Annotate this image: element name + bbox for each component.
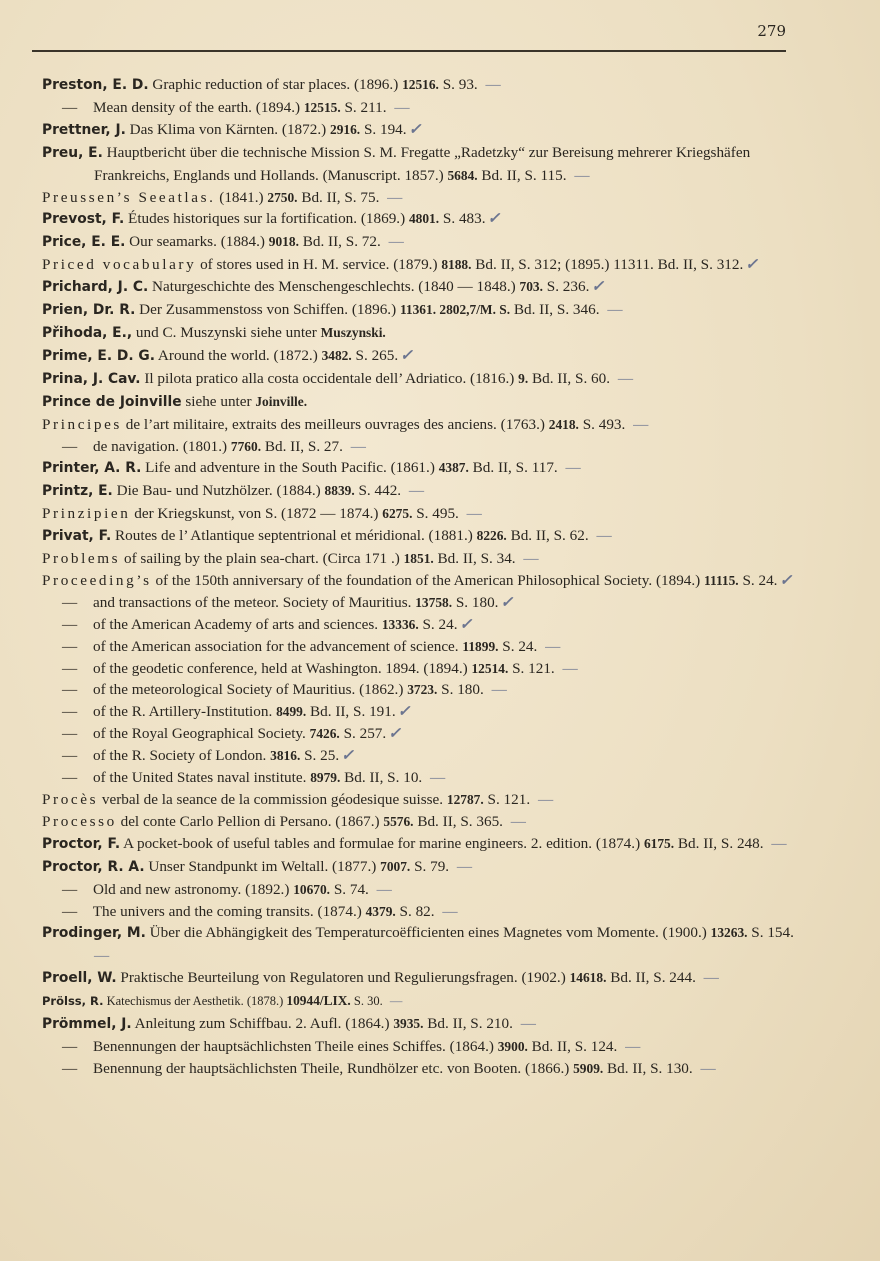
handwritten-dash-mark: — — [767, 834, 787, 852]
ditto-dash: — — [62, 98, 78, 116]
catalog-entry — [42, 1013, 802, 1036]
ditto-dash: — — [62, 902, 78, 920]
entry-text: of the United States naval institute. — [89, 769, 311, 787]
entry-text: A pocket-book of useful tables and formulae for marine engineers. 2. edition. (1874.) — [120, 834, 644, 852]
entry-author: Proctor, F. — [42, 835, 121, 852]
ditto-dash: — — [62, 747, 78, 765]
entry-title-spaced: Priced vocabulary — [42, 256, 197, 274]
catalog-number: 8979. — [310, 770, 341, 786]
catalog-entry — [42, 345, 802, 368]
handwritten-dash-mark: — — [561, 459, 581, 477]
entry-text: Il pilota pratico alla costa occidentale dell’ Adriatico. (1816.) — [140, 369, 519, 387]
entry-reference: S. 483. — [439, 210, 486, 228]
handwritten-check-mark: ✓ — [459, 615, 473, 633]
entry-reference: S. 495. — [412, 505, 459, 523]
entry-author: Prölss, R. — [42, 994, 104, 1009]
entry-title-spaced: Prinzipien — [42, 505, 131, 523]
entry-reference: S. 74. — [330, 880, 369, 898]
catalog-entry — [42, 254, 802, 276]
ditto-dash: — — [62, 769, 78, 787]
catalog-entry — [42, 922, 802, 967]
entry-text: Naturgeschichte des Menschengeschlechts. (1840 — 1848.) — [148, 278, 520, 296]
handwritten-dash-mark: — — [629, 415, 649, 433]
entry-text: Das Klima von Kärnten. (1872.) — [125, 120, 330, 138]
handwritten-dash-mark: — — [481, 76, 501, 93]
entry-title-spaced: Proceeding’s — [42, 571, 152, 589]
catalog-entry — [42, 187, 802, 209]
entry-reference: Bd. II, S. 365. — [413, 812, 503, 830]
entry-reference: Bd. II, S. 34. — [433, 550, 516, 568]
handwritten-check-mark: ✓ — [400, 346, 413, 364]
catalog-entry — [42, 614, 802, 636]
catalog-number: 14618. — [569, 970, 607, 986]
entry-text: Praktische Beurteilung von Regulatoren und Regulierungsfragen. (1902.) — [116, 969, 570, 987]
entry-text: Routes de l’ Atlantique septentrional et méridional. (1881.) — [111, 527, 477, 545]
entry-author: Prömmel, J. — [42, 1016, 132, 1033]
catalog-entry — [42, 767, 802, 789]
catalog-entry — [42, 811, 802, 833]
handwritten-dash-mark: — — [570, 166, 590, 184]
catalog-number: 8839. — [324, 483, 355, 499]
handwritten-check-mark: ✓ — [408, 120, 422, 138]
entry-reference: S. 24. — [498, 637, 538, 655]
handwritten-check-mark: ✓ — [388, 725, 401, 743]
handwritten-dash-mark: — — [506, 812, 526, 830]
entry-author: Prince de Joinville — [42, 393, 182, 410]
entry-author: Prodinger, M. — [42, 925, 146, 942]
catalog-number: 3816. — [270, 748, 301, 764]
entry-reference: S. 211. — [340, 98, 387, 116]
catalog-entry — [42, 436, 802, 458]
entry-text: Anleitung zum Schiffbau. 2. Aufl. (1864.) — [131, 1015, 394, 1033]
catalog-entry — [42, 414, 802, 436]
entry-text: Life and adventure in the South Pacific. (1861.) — [141, 459, 439, 477]
entry-reference: Bd. II, S. 115. — [477, 166, 567, 184]
entry-reference: Bd. II, S. 60. — [528, 369, 611, 387]
entry-text: of the geodetic conference, held at Washington. 1894. (1894.) — [89, 659, 472, 677]
catalog-entry — [42, 391, 802, 414]
entry-reference: S. 82. — [395, 902, 435, 920]
entry-text: Die Bau- und Nutzhölzer. (1884.) — [112, 482, 325, 500]
handwritten-check-mark: ✓ — [500, 593, 514, 611]
catalog-entry — [42, 97, 802, 119]
ditto-dash: — — [62, 1037, 78, 1055]
handwritten-dash-mark: — — [487, 681, 507, 699]
handwritten-dash-mark: — — [383, 188, 403, 206]
catalog-number: 10944/LIX. — [286, 993, 351, 1009]
catalog-number: 11361. 2802,7/M. S. — [399, 302, 511, 318]
catalog-entry — [42, 1058, 802, 1080]
catalog-number: Muszynski. — [320, 324, 386, 340]
entry-reference: S. 265. — [351, 346, 399, 364]
catalog-entry — [42, 679, 802, 701]
handwritten-dash-mark: — — [453, 857, 473, 875]
entry-title-spaced: Principes — [42, 415, 122, 433]
entry-reference: S. 194. — [360, 120, 407, 138]
catalog-number: 7426. — [309, 726, 340, 742]
entry-reference: Bd. II, S. 72. — [298, 233, 381, 251]
header-rule — [32, 50, 786, 52]
entry-reference: Bd. II, S. 10. — [340, 769, 423, 787]
catalog-number: 2418. — [548, 416, 579, 432]
entry-reference: S. 25. — [300, 747, 340, 765]
entry-text: Über die Abhängigkeit des Temperaturcoëfficienten eines Magnetes vom Momente. (1900.) — [145, 924, 711, 942]
ditto-dash: — — [62, 703, 78, 721]
handwritten-dash-mark: — — [426, 769, 446, 787]
entry-author: Preu, E. — [42, 144, 103, 161]
handwritten-dash-mark: — — [558, 659, 578, 677]
handwritten-dash-mark: — — [592, 527, 612, 545]
handwritten-dash-mark: — — [384, 233, 404, 251]
entry-text: verbal de la seance de la commission géodesique suisse. — [98, 791, 447, 808]
entry-text: of the Royal Geographical Society. — [89, 725, 310, 743]
catalog-number: 7007. — [380, 858, 411, 874]
catalog-entry — [42, 457, 802, 480]
entry-text: der Kriegskunst, von S. (1872 — 1874.) — [130, 505, 383, 523]
entry-text: Mean density of the earth. (1894.) — [89, 98, 304, 116]
entry-author: Proctor, R. A. — [42, 858, 145, 875]
handwritten-dash-mark: — — [603, 301, 623, 319]
catalog-number: 12516. — [402, 77, 439, 92]
entry-reference: Bd. II, S. 124. — [527, 1037, 618, 1055]
entry-reference: S. 121. — [483, 791, 531, 808]
catalog-entry — [42, 745, 802, 767]
catalog-number: 3723. — [407, 682, 438, 698]
catalog-entry — [42, 856, 802, 879]
handwritten-check-mark: ✓ — [779, 571, 793, 589]
catalog-entry — [42, 480, 802, 503]
catalog-number: 2916. — [330, 121, 361, 137]
entry-reference: S. 442. — [354, 482, 402, 500]
handwritten-dash-mark: — — [516, 1015, 536, 1033]
entry-reference: Bd. II, S. 130. — [603, 1059, 693, 1077]
entry-text: of the R. Society of London. — [89, 747, 271, 765]
ditto-dash: — — [62, 637, 78, 655]
entry-reference: S. 30. — [350, 994, 383, 1009]
catalog-entry — [42, 1036, 802, 1058]
catalog-entry — [42, 322, 802, 345]
handwritten-dash-mark: — — [699, 969, 719, 987]
catalog-entry — [42, 901, 802, 923]
catalog-number: 6175. — [643, 835, 675, 851]
catalog-entry — [42, 636, 802, 658]
catalog-entry — [42, 231, 802, 254]
ditto-dash: — — [62, 615, 78, 633]
entry-reference: S. 236. — [542, 278, 590, 296]
entry-reference: S. 121. — [508, 659, 555, 677]
entry-text: und C. Muszynski siehe unter — [132, 323, 321, 341]
entry-text: Graphic reduction of star places. (1896.) — [148, 76, 403, 93]
entry-text: Benennung der hauptsächlichsten Theile, Rundhölzer etc. von Booten. (1866.) — [89, 1059, 574, 1077]
entry-text: Hauptbericht über die technische Mission S. M. Fregatte „Radetzky“ zur Bereisung mehrerer Kriegshäfen Frankreichs, Englands und Hollands. (Manuscript. 1857.) — [94, 143, 751, 184]
catalog-entry — [42, 833, 802, 856]
entry-author: Prien, Dr. R. — [42, 302, 136, 319]
catalog-entry — [42, 208, 802, 231]
entry-reference: S. 154. — [747, 924, 794, 942]
entry-reference: Bd. II, S. 62. — [506, 527, 589, 545]
entry-text: Benennungen der hauptsächlichsten Theile eines Schiffes. (1864.) — [89, 1037, 498, 1055]
catalog-number: 4801. — [408, 211, 440, 227]
catalog-number: 13336. — [381, 616, 419, 632]
handwritten-dash-mark: — — [386, 994, 403, 1009]
entry-text: The univers and the coming transits. (1874.) — [89, 902, 366, 920]
ditto-dash: — — [62, 593, 78, 611]
catalog-number: 8499. — [276, 704, 307, 720]
handwritten-dash-mark: — — [390, 98, 410, 116]
entry-text: of sailing by the plain sea-chart. (Circa 171 .) — [120, 550, 404, 568]
entry-text: Unser Standpunkt im Weltall. (1877.) — [144, 857, 381, 875]
handwritten-dash-mark: — — [621, 1037, 641, 1055]
entry-text: siehe unter — [181, 392, 256, 410]
entry-text: del conte Carlo Pellion di Persano. (1867.) — [116, 812, 384, 830]
catalog-number: 12514. — [471, 660, 509, 676]
handwritten-dash-mark: — — [346, 437, 366, 455]
handwritten-dash-mark: — — [519, 550, 539, 568]
entry-text: de l’art militaire, extraits des meilleurs ouvrages des anciens. (1763.) — [121, 415, 549, 433]
entry-text: of stores used in H. M. service. (1879.) — [196, 256, 442, 274]
catalog-entry — [42, 723, 802, 745]
catalog-number: 5684. — [447, 167, 478, 183]
catalog-entry — [42, 74, 802, 97]
catalog-number: 9018. — [268, 234, 299, 250]
entry-text: Études historiques sur la fortification. (1869.) — [124, 210, 409, 228]
catalog-number: 4387. — [438, 460, 469, 476]
handwritten-dash-mark: — — [696, 1059, 716, 1077]
entry-author: Proell, W. — [42, 970, 117, 987]
catalog-entry — [42, 276, 802, 299]
ditto-dash: — — [62, 880, 78, 898]
catalog-entry — [42, 701, 802, 723]
handwritten-check-mark: ✓ — [487, 210, 501, 228]
ditto-dash: — — [62, 725, 78, 743]
catalog-entry — [42, 658, 802, 680]
catalog-entry — [42, 967, 802, 990]
catalog-number: 5576. — [383, 813, 414, 829]
entry-title-spaced: Problems — [42, 550, 121, 568]
entry-text: de navigation. (1801.) — [89, 437, 231, 455]
catalog-number: 13263. — [710, 925, 748, 941]
catalog-number: 2750. — [267, 189, 298, 205]
entry-author: Prevost, F. — [42, 211, 125, 228]
entry-reference: S. 79. — [410, 857, 450, 875]
entry-author: Přihoda, E., — [42, 324, 133, 341]
entry-text: Der Zusammenstoss von Schiffen. (1896.) — [135, 301, 400, 319]
entry-text: Old and new astronomy. (1892.) — [89, 880, 294, 898]
catalog-entry — [42, 503, 802, 525]
entry-text: of the meteorological Society of Mauritius. (1862.) — [89, 681, 408, 699]
entry-title-spaced: Preussen’s Seeatlas. — [42, 188, 216, 206]
entry-reference: Bd. II, S. 191. — [306, 703, 396, 721]
entry-reference: S. 24. — [738, 571, 778, 589]
catalog-entry — [42, 142, 802, 187]
handwritten-check-mark: ✓ — [591, 278, 605, 296]
handwritten-dash-mark: — — [541, 637, 561, 655]
entry-reference: S. 180. — [437, 681, 484, 699]
entry-text: and transactions of the meteor. Society of Mauritius. — [89, 593, 416, 611]
entry-text: of the R. Artillery-Institution. — [89, 703, 277, 721]
catalog-entry — [42, 525, 802, 548]
entry-author: Preston, E. D. — [42, 77, 149, 93]
entry-author: Prichard, J. C. — [42, 279, 149, 296]
entry-reference: S. 257. — [339, 725, 387, 743]
entry-text: (1841.) — [215, 188, 268, 206]
entry-reference: Bd. II, S. 75. — [297, 188, 380, 206]
entry-reference: Bd. II, S. 346. — [510, 301, 600, 319]
entry-reference: Bd. II, S. 248. — [674, 834, 764, 852]
handwritten-check-mark: ✓ — [397, 703, 411, 721]
ditto-dash: — — [62, 659, 78, 677]
entry-list — [42, 74, 802, 1080]
entry-reference: S. 93. — [438, 76, 478, 93]
entry-text: of the American Academy of arts and sciences. — [89, 615, 382, 633]
entry-author: Prina, J. Cav. — [42, 370, 141, 387]
entry-text: Around the world. (1872.) — [154, 346, 322, 364]
entry-text: Katechismus der Aesthetik. (1878.) — [103, 994, 287, 1009]
ditto-dash: — — [62, 681, 78, 699]
catalog-number: 1851. — [403, 551, 434, 567]
catalog-number: Joinville. — [255, 393, 308, 409]
handwritten-dash-mark: — — [405, 482, 425, 500]
catalog-number: 10670. — [293, 881, 331, 897]
ditto-dash: — — [62, 437, 78, 455]
entry-reference: S. 24. — [418, 615, 458, 633]
catalog-number: 9. — [518, 370, 529, 386]
entry-text: Our seamarks. (1884.) — [125, 233, 269, 251]
catalog-entry — [42, 119, 802, 142]
entry-author: Privat, F. — [42, 528, 112, 545]
entry-text: of the American association for the advancement of science. — [89, 637, 463, 655]
entry-title-spaced: Procès — [42, 791, 99, 808]
catalog-entry — [42, 789, 802, 811]
entry-reference: S. 180. — [452, 593, 499, 611]
catalog-number: 6275. — [382, 506, 413, 522]
entry-reference: Bd. II, S. 312; (1895.) 11311. Bd. II, S. 312. — [471, 256, 744, 274]
entry-author: Printer, A. R. — [42, 460, 142, 477]
catalog-entry — [42, 299, 802, 322]
handwritten-dash-mark: — — [438, 902, 458, 920]
entry-reference: S. 493. — [578, 415, 626, 433]
catalog-number: 4379. — [365, 903, 396, 919]
catalog-entry — [42, 879, 802, 901]
entry-author: Printz, E. — [42, 483, 113, 500]
catalog-number: 8226. — [476, 528, 507, 544]
catalog-entry — [42, 990, 802, 1013]
catalog-number: 11899. — [462, 638, 499, 654]
entry-author: Prettner, J. — [42, 121, 126, 138]
catalog-entry — [42, 548, 802, 570]
catalog-number: 703. — [519, 279, 543, 295]
entry-title-spaced: Processo — [42, 812, 117, 830]
catalog-number: 13758. — [415, 594, 453, 610]
entry-author: Prime, E. D. G. — [42, 347, 155, 364]
handwritten-dash-mark: — — [372, 880, 392, 898]
catalog-number: 7760. — [230, 438, 262, 454]
handwritten-dash-mark: — — [94, 947, 110, 965]
catalog-number: 12787. — [446, 792, 484, 807]
handwritten-check-mark: ✓ — [745, 256, 759, 274]
catalog-entry — [42, 570, 802, 592]
entry-text: of the 150th anniversary of the foundation of the American Philosophical Society. (1894.) — [151, 571, 705, 589]
catalog-number: 5909. — [573, 1060, 604, 1076]
handwritten-dash-mark: — — [534, 791, 554, 808]
catalog-entry — [42, 368, 802, 391]
page-number: 279 — [757, 22, 786, 40]
handwritten-check-mark: ✓ — [341, 747, 354, 765]
entry-reference: Bd. II, S. 244. — [606, 969, 696, 987]
catalog-number: 3482. — [321, 347, 352, 363]
catalog-number: 3935. — [393, 1016, 424, 1032]
handwritten-dash-mark: — — [462, 505, 482, 523]
ditto-dash: — — [62, 1059, 78, 1077]
handwritten-dash-mark: — — [614, 369, 634, 387]
catalog-number: 11115. — [704, 572, 739, 588]
entry-reference: Bd. II, S. 117. — [468, 459, 558, 477]
entry-reference: Bd. II, S. 27. — [261, 437, 343, 455]
catalog-number: 8188. — [441, 257, 472, 273]
entry-author: Price, E. E. — [42, 234, 126, 251]
catalog-number: 3900. — [497, 1038, 528, 1054]
catalog-number: 12515. — [303, 99, 341, 115]
catalog-entry — [42, 592, 802, 614]
entry-reference: Bd. II, S. 210. — [423, 1015, 513, 1033]
